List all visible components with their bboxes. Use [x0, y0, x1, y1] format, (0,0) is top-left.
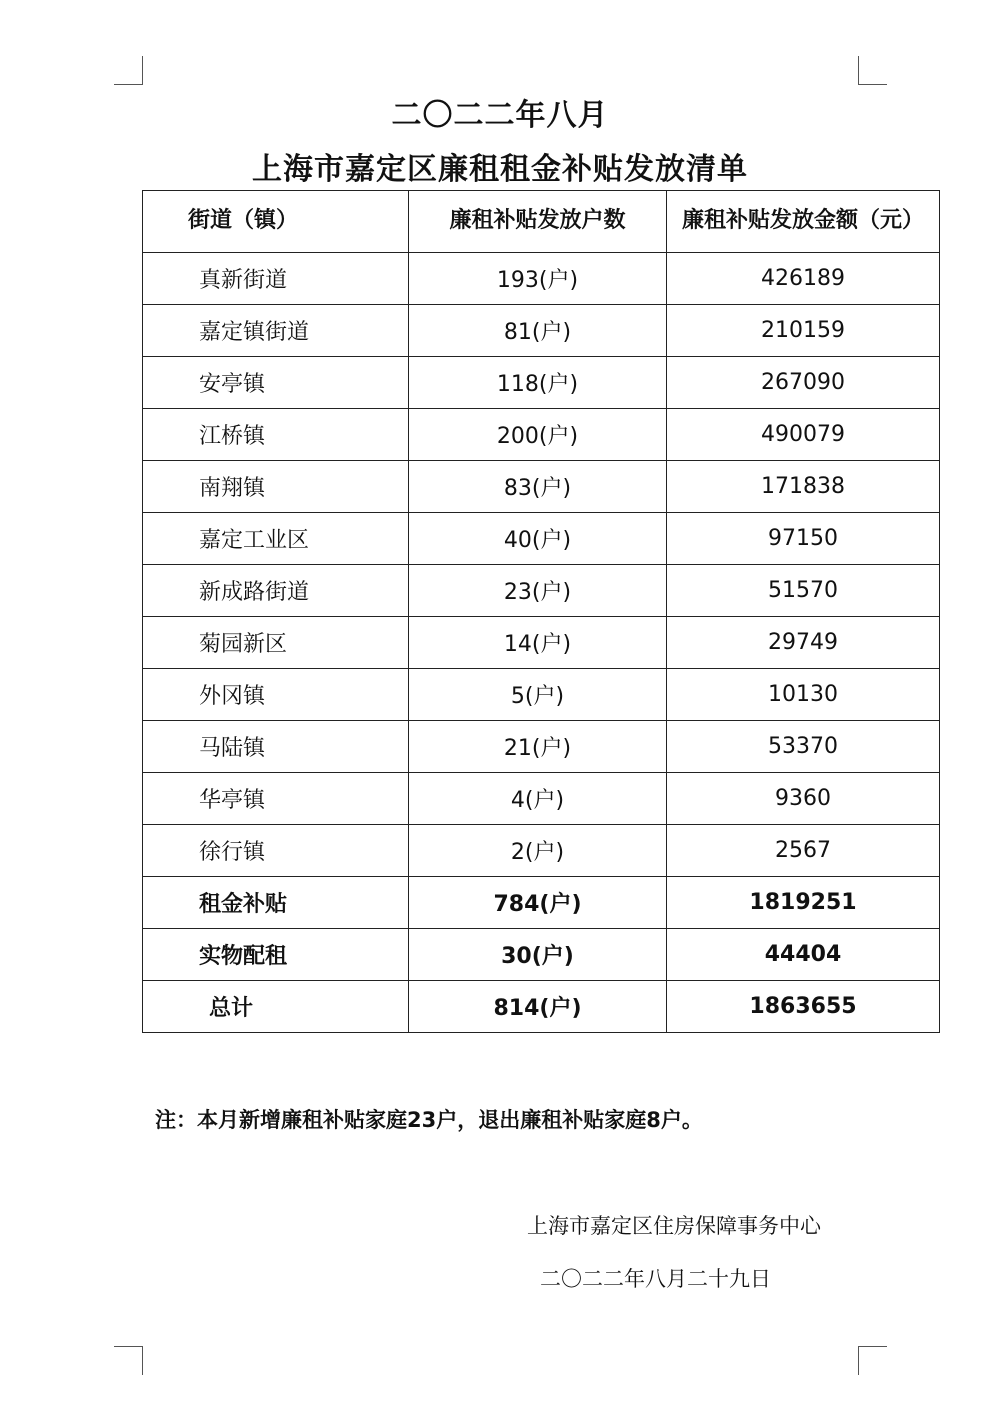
households-cell: 83(户): [409, 461, 667, 513]
district-cell: 南翔镇: [143, 461, 409, 513]
summary-row-total: [143, 981, 940, 1033]
households-cell: 193(户): [409, 253, 667, 305]
amount-cell: 9360: [667, 773, 940, 825]
table-row: [143, 565, 940, 617]
households-cell: 2(户): [409, 825, 667, 877]
households-cell: 200(户): [409, 409, 667, 461]
amount-cell: 53370: [667, 721, 940, 773]
summary-households-cell: 814(户): [409, 981, 667, 1033]
document-date-title: 二〇二二年八月: [391, 98, 609, 133]
amount-cell: 51570: [667, 565, 940, 617]
district-cell: 安亭镇: [143, 357, 409, 409]
district-cell: 嘉定工业区: [143, 513, 409, 565]
summary-amount-cell: 1863655: [667, 981, 940, 1033]
table-row: [143, 617, 940, 669]
table-row: [143, 513, 940, 565]
summary-row-in-kind-rental: [143, 929, 940, 981]
table-row: [143, 825, 940, 877]
subsidy-table: [142, 190, 940, 1033]
households-cell: 14(户): [409, 617, 667, 669]
households-cell: 5(户): [409, 669, 667, 721]
summary-amount-cell: 1819251: [667, 877, 940, 929]
district-cell: 江桥镇: [143, 409, 409, 461]
district-cell: 菊园新区: [143, 617, 409, 669]
households-cell: 4(户): [409, 773, 667, 825]
table-header-row: [143, 191, 940, 253]
district-cell: 真新街道: [143, 253, 409, 305]
table-row: [143, 773, 940, 825]
table-row: [143, 669, 940, 721]
district-cell: 外冈镇: [143, 669, 409, 721]
issuing-organization: 上海市嘉定区住房保障事务中心: [527, 1214, 821, 1238]
table-row: [143, 253, 940, 305]
crop-mark-bottom-right: [858, 1346, 887, 1375]
amount-cell: 29749: [667, 617, 940, 669]
crop-mark-top-right: [858, 56, 887, 85]
column-header-amount: 廉租补贴发放金额（元）: [667, 191, 940, 253]
summary-label-cell: 实物配租: [143, 929, 409, 981]
summary-row-rent-subsidy: [143, 877, 940, 929]
table-row: [143, 461, 940, 513]
amount-cell: 2567: [667, 825, 940, 877]
table-row: [143, 305, 940, 357]
crop-mark-bottom-left: [114, 1346, 143, 1375]
table-row: [143, 357, 940, 409]
district-cell: 嘉定镇街道: [143, 305, 409, 357]
district-cell: 华亭镇: [143, 773, 409, 825]
amount-cell: 490079: [667, 409, 940, 461]
amount-cell: 171838: [667, 461, 940, 513]
amount-cell: 97150: [667, 513, 940, 565]
district-cell: 马陆镇: [143, 721, 409, 773]
summary-amount-cell: 44404: [667, 929, 940, 981]
column-header-district: 街道（镇）: [143, 191, 409, 253]
footnote: 注：本月新增廉租补贴家庭23户，退出廉租补贴家庭8户。: [155, 1108, 703, 1132]
households-cell: 118(户): [409, 357, 667, 409]
crop-mark-top-left: [114, 56, 143, 85]
summary-households-cell: 30(户): [409, 929, 667, 981]
amount-cell: 10130: [667, 669, 940, 721]
amount-cell: 267090: [667, 357, 940, 409]
table-row: [143, 409, 940, 461]
column-header-households: 廉租补贴发放户数: [409, 191, 667, 253]
table-row: [143, 721, 940, 773]
households-cell: 40(户): [409, 513, 667, 565]
households-cell: 81(户): [409, 305, 667, 357]
amount-cell: 210159: [667, 305, 940, 357]
summary-label-cell: 总计: [143, 981, 409, 1033]
amount-cell: 426189: [667, 253, 940, 305]
issue-date: 二〇二二年八月二十九日: [540, 1267, 771, 1291]
document-title: 上海市嘉定区廉租租金补贴发放清单: [252, 152, 748, 187]
summary-label-cell: 租金补贴: [143, 877, 409, 929]
households-cell: 23(户): [409, 565, 667, 617]
district-cell: 新成路街道: [143, 565, 409, 617]
households-cell: 21(户): [409, 721, 667, 773]
district-cell: 徐行镇: [143, 825, 409, 877]
summary-households-cell: 784(户): [409, 877, 667, 929]
